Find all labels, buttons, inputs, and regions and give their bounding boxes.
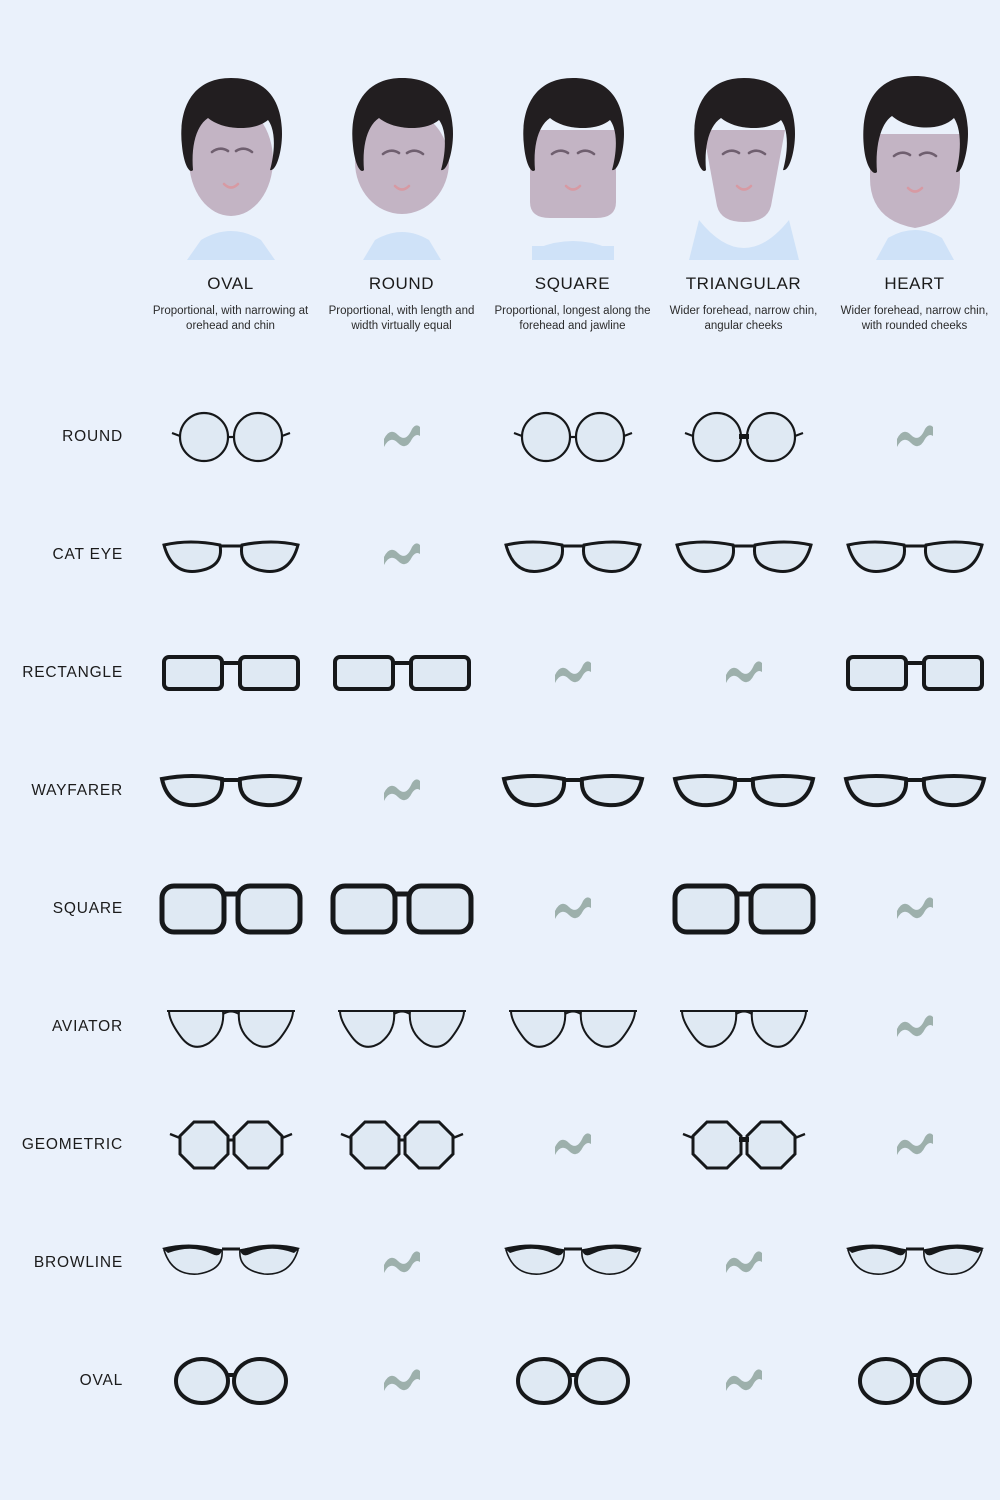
cell-geometric-triangular[interactable] — [658, 1086, 829, 1204]
cell-round-square[interactable] — [487, 378, 658, 496]
cell-browline-square[interactable] — [487, 1204, 658, 1322]
cell-rectangle-triangular[interactable] — [658, 614, 829, 732]
squiggle-icon — [722, 1249, 766, 1277]
table-row — [0, 1322, 1000, 1440]
face-desc-triangular: Wider forehead, narrow chin, angular cheeks — [669, 305, 818, 332]
cell-aviator-square[interactable] — [487, 968, 658, 1086]
squiggle-icon — [551, 1131, 595, 1159]
squiggle-icon — [380, 777, 424, 805]
squiggle-icon — [380, 423, 424, 451]
cell-browline-round[interactable] — [316, 1204, 487, 1322]
cell-round-triangular[interactable] — [658, 378, 829, 496]
cell-browline-triangular[interactable] — [658, 1204, 829, 1322]
squiggle-icon — [893, 1131, 937, 1159]
table-row — [0, 496, 1000, 614]
squiggle-icon — [893, 423, 937, 451]
cell-square-triangular[interactable] — [658, 850, 829, 968]
cell-cateye-square[interactable] — [487, 496, 658, 614]
cell-square-oval[interactable] — [145, 850, 316, 968]
cell-wayfarer-oval[interactable] — [145, 732, 316, 850]
cell-round-heart[interactable] — [829, 378, 1000, 496]
face-column-triangular — [658, 60, 829, 360]
cell-browline-heart[interactable] — [829, 1204, 1000, 1322]
cell-oval-triangular[interactable] — [658, 1322, 829, 1440]
cell-rectangle-square[interactable] — [487, 614, 658, 732]
cell-oval-oval[interactable] — [145, 1322, 316, 1440]
face-name-round: ROUND — [368, 274, 435, 293]
cell-aviator-triangular[interactable] — [658, 968, 829, 1086]
cell-geometric-heart[interactable] — [829, 1086, 1000, 1204]
face-illustration-round — [317, 60, 487, 260]
cell-square-square[interactable] — [487, 850, 658, 968]
row-label-wayfarer: WAYFARER — [31, 782, 123, 799]
cell-cateye-triangular[interactable] — [658, 496, 829, 614]
cell-rectangle-oval[interactable] — [145, 614, 316, 732]
table-row — [0, 968, 1000, 1086]
table-row — [0, 614, 1000, 732]
face-column-heart — [829, 60, 1000, 360]
face-name-heart: HEART — [884, 274, 945, 293]
face-header-row — [0, 60, 1000, 360]
cell-round-round[interactable] — [316, 378, 487, 496]
cell-square-round[interactable] — [316, 850, 487, 968]
squiggle-icon — [380, 1249, 424, 1277]
table-row — [0, 1086, 1000, 1204]
cell-round-oval[interactable] — [145, 378, 316, 496]
cell-wayfarer-round[interactable] — [316, 732, 487, 850]
squiggle-icon — [893, 1013, 937, 1041]
table-row — [0, 732, 1000, 850]
cell-wayfarer-triangular[interactable] — [658, 732, 829, 850]
face-illustration-oval — [146, 60, 316, 260]
face-illustration-triangular — [659, 60, 829, 260]
cell-rectangle-heart[interactable] — [829, 614, 1000, 732]
cell-geometric-oval[interactable] — [145, 1086, 316, 1204]
face-column-square — [487, 60, 658, 360]
table-row — [0, 378, 1000, 496]
squiggle-icon — [722, 1367, 766, 1395]
cell-rectangle-round[interactable] — [316, 614, 487, 732]
header-label-spacer — [0, 60, 145, 360]
cell-oval-square[interactable] — [487, 1322, 658, 1440]
table-row — [0, 850, 1000, 968]
table-row — [0, 1204, 1000, 1322]
cell-oval-heart[interactable] — [829, 1322, 1000, 1440]
face-column-round — [316, 60, 487, 360]
row-label-round: ROUND — [62, 428, 123, 445]
cell-aviator-oval[interactable] — [145, 968, 316, 1086]
cell-cateye-heart[interactable] — [829, 496, 1000, 614]
face-name-triangular: TRIANGULAR — [685, 274, 802, 293]
face-desc-oval: Proportional, with narrowing at orehead and chin — [152, 305, 309, 332]
face-name-square: SQUARE — [534, 274, 611, 293]
face-illustration-square — [488, 60, 658, 260]
cell-aviator-round[interactable] — [316, 968, 487, 1086]
face-desc-round: Proportional, with length and width virtually equal — [328, 305, 475, 332]
cell-oval-round[interactable] — [316, 1322, 487, 1440]
cell-geometric-round[interactable] — [316, 1086, 487, 1204]
cell-geometric-square[interactable] — [487, 1086, 658, 1204]
face-illustration-heart — [830, 60, 1000, 260]
face-desc-heart: Wider forehead, narrow chin, with rounded cheeks — [840, 305, 989, 332]
cell-wayfarer-square[interactable] — [487, 732, 658, 850]
squiggle-icon — [380, 1367, 424, 1395]
row-label-rectangle: RECTANGLE — [22, 664, 123, 681]
row-label-oval: OVAL — [79, 1372, 123, 1389]
squiggle-icon — [380, 541, 424, 569]
face-name-oval: OVAL — [207, 274, 254, 293]
squiggle-icon — [551, 895, 595, 923]
cell-aviator-heart[interactable] — [829, 968, 1000, 1086]
cell-browline-oval[interactable] — [145, 1204, 316, 1322]
squiggle-icon — [551, 659, 595, 687]
row-label-square: SQUARE — [52, 900, 123, 917]
row-label-aviator: AVIATOR — [51, 1018, 123, 1035]
cell-wayfarer-heart[interactable] — [829, 732, 1000, 850]
compatibility-grid — [0, 378, 1000, 1440]
cell-square-heart[interactable] — [829, 850, 1000, 968]
cell-cateye-oval[interactable] — [145, 496, 316, 614]
squiggle-icon — [893, 895, 937, 923]
row-label-geometric: GEOMETRIC — [21, 1136, 123, 1153]
cell-cateye-round[interactable] — [316, 496, 487, 614]
row-label-cat-eye: CAT EYE — [52, 546, 123, 563]
face-column-oval — [145, 60, 316, 360]
face-desc-square: Proportional, longest along the forehead and jawline — [494, 305, 651, 332]
row-label-browline: BROWLINE — [33, 1254, 123, 1271]
squiggle-icon — [722, 659, 766, 687]
